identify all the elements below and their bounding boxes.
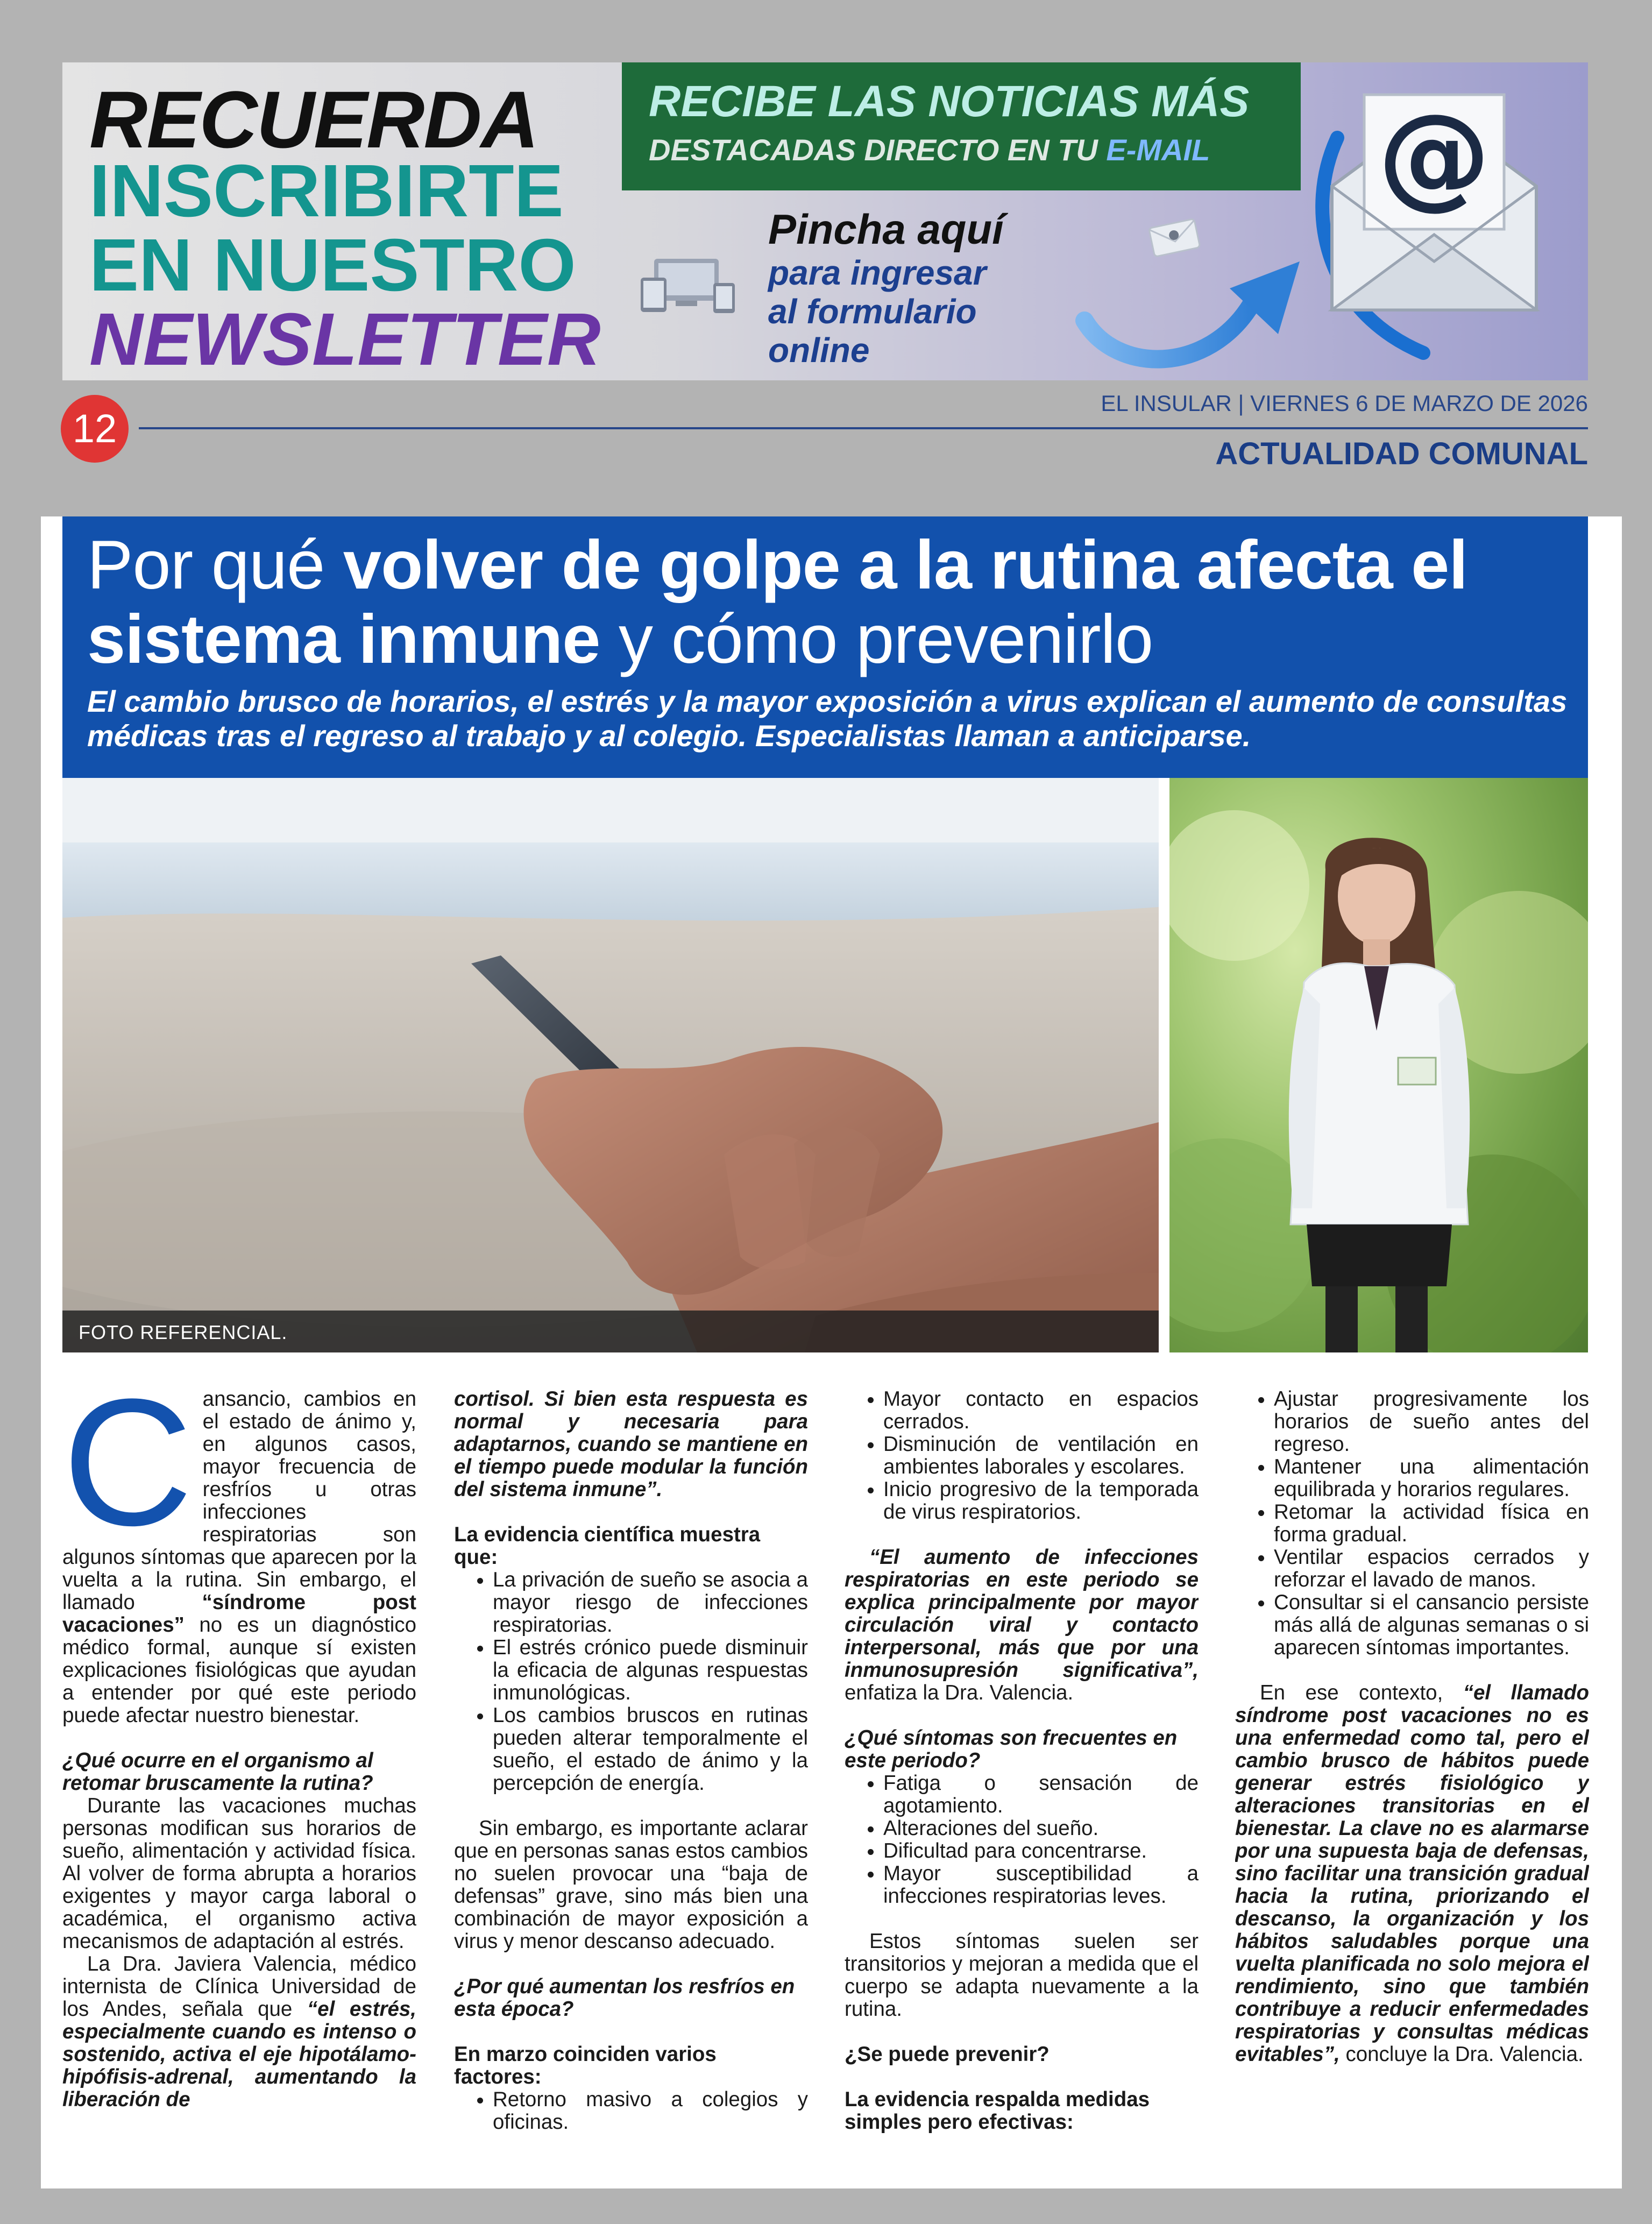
headline-part-1: Por qué xyxy=(87,527,343,604)
col1-p1-text-c: no es un diagnóstico médico formal, aunque sí existen explicaciones fisiológicas que ayudan a entender por qué este periodo puede afectar nuestro bienestar. xyxy=(62,1613,416,1727)
list-item: • Mayor susceptibilidad a infecciones respiratorias leves. xyxy=(883,1862,1199,1908)
col2-subheading-1: La evidencia científica muestra que: xyxy=(454,1523,761,1569)
banner-cta-line2: al formulario xyxy=(768,292,977,331)
col2-factors-list xyxy=(454,2088,808,2134)
col3-paragraph-1: Estos síntomas suelen ser transitorios y mejoran a medida que el cuerpo se adapta nuevamente a la rutina. xyxy=(845,1930,1199,2021)
col3-quote-paragraph xyxy=(845,1546,1199,1704)
issue-date-line: EL INSULAR | VIERNES 6 DE MARZO DE 2026 xyxy=(1101,391,1588,416)
headline-part-3: y cómo prevenirlo xyxy=(600,601,1153,678)
article-column-4 xyxy=(1235,1388,1589,2152)
article-column-2 xyxy=(454,1388,808,2152)
devices-icon xyxy=(638,256,740,315)
col3-subheading-1: ¿Qué síntomas son frecuentes en este periodo? xyxy=(845,1726,1178,1772)
article-column-1 xyxy=(62,1388,416,2152)
col2-subheading-3: En marzo coinciden varios factores: xyxy=(454,2043,717,2088)
banner-line-en-nuestro: EN NUESTRO xyxy=(89,224,576,307)
banner-green-line2-text: DESTACADAS DIRECTO EN TU xyxy=(649,133,1107,167)
col3-quote: “El aumento de infecciones respiratorias en este periodo se explica principalmente por mayor circulación viral y contacto interpersonal, más que por una inmunosupresión significativa”, xyxy=(845,1546,1199,1682)
list-item: • Inicio progresivo de la temporada de virus respiratorios. xyxy=(883,1478,1199,1524)
article-column-3 xyxy=(845,1388,1199,2152)
col4-p1-text: En ese contexto, xyxy=(1260,1681,1463,1704)
col1-p3-quote: “el estrés, especialmente cuando es intenso o sostenido, activa el eje hipotálamo-hipófisis-adrenal, aumentando la liberación de xyxy=(62,1998,416,2111)
list-item: • Mayor contacto en espacios cerrados. xyxy=(883,1388,1199,1433)
doctor-portrait-photo xyxy=(1169,778,1588,1352)
list-item: • Retorno masivo a colegios y oficinas. xyxy=(493,2088,808,2134)
banner-line-newsletter: NEWSLETTER xyxy=(89,298,601,380)
col3-quote-attribution: enfatiza la Dra. Valencia. xyxy=(845,1681,1074,1704)
banner-line-inscribirte: INSCRIBIRTE xyxy=(89,150,564,232)
col2-evidence-list xyxy=(454,1569,808,1795)
col3-symptoms-list xyxy=(845,1772,1199,1908)
col3-factors-list xyxy=(845,1388,1199,1524)
newsletter-banner[interactable] xyxy=(62,62,1588,380)
col2-quote-continuation: cortisol. Si bien esta respuesta es normal y necesaria para adaptarnos, cuando se mantiene en el tiempo puede modular la función del sistema inmune”. xyxy=(454,1388,808,1501)
col1-p3-text: La Dra. Javiera Valencia, médico internista de Clínica Universidad de los Andes, señala que xyxy=(62,1952,416,2021)
banner-line-recuerda: RECUERDA xyxy=(89,74,538,165)
banner-cta-line3: online xyxy=(768,331,870,370)
banner-green-box xyxy=(622,62,1301,190)
col2-paragraph-2: Sin embargo, es importante aclarar que en personas sanas estos cambios no suelen provocar una “baja de defensas” grave, sino más bien una combinación de mayor exposición a virus y menor descanso adecuado. xyxy=(454,1817,808,1953)
article-subtitle: El cambio brusco de horarios, el estrés y la mayor exposición a virus explican el aumento de consultas médicas tras el regreso al trabajo y al colegio. Especialistas llaman a anticiparse. xyxy=(87,684,1568,753)
page-number-badge: 12 xyxy=(61,395,129,463)
banner-cta-text[interactable] xyxy=(768,253,987,370)
article-headline xyxy=(87,528,1583,677)
col4-measures-list xyxy=(1235,1388,1589,1659)
col4-closing-quote: “el llamado síndrome post vacaciones no es una enfermedad como tal, pero el cambio brusco de hábitos puede generar estrés fisiológico y alteraciones transitorias en el bienestar. La clave no es alarmarse por una supuesta baja de defensas, sino facilitar una transición gradual hacia la rutina, priorizando el descanso, la organización y los hábitos saludables porque una vuelta planificada no solo mejora el rendimiento, sino que también contribuye a reducir enfermedades respiratorias y consultas médicas evitables”, xyxy=(1235,1681,1589,2066)
list-item: • Consultar si el cansancio persiste más allá de algunas semanas o si aparecen síntomas importantes. xyxy=(1274,1591,1589,1659)
col2-subheading-2: ¿Por qué aumentan los resfríos en esta época? xyxy=(454,1975,795,2021)
banner-cta-title[interactable]: Pincha aquí xyxy=(768,206,1004,253)
curved-arrow-icon xyxy=(1074,240,1310,380)
col1-p1-text-a: ansancio, cambios en el estado de ánimo y, en algunos casos, mayor frecuencia de resfríos u otras infecciones respiratorias son algunos síntomas que aparecen por la vuelta a la rutina. Sin embargo, el llamado xyxy=(62,1388,416,1614)
header-divider xyxy=(139,427,1588,429)
banner-green-line1: RECIBE LAS NOTICIAS MÁS xyxy=(649,77,1250,126)
list-item: • Ajustar progresivamente los horarios de sueño antes del regreso. xyxy=(1274,1388,1589,1456)
banner-green-line2 xyxy=(649,132,1210,167)
list-item: • Los cambios bruscos en rutinas pueden alterar temporalmente el sueño, el estado de ánimo y la percepción de energía. xyxy=(493,1704,808,1795)
list-item: • Alteraciones del sueño. xyxy=(883,1817,1199,1840)
list-item: • La privación de sueño se asocia a mayor riesgo de infecciones respiratorias. xyxy=(493,1569,808,1637)
list-item: • Fatiga o sensación de agotamiento. xyxy=(883,1772,1199,1817)
list-item: • El estrés crónico puede disminuir la eficacia de algunas respuestas inmunológicas. xyxy=(493,1637,808,1704)
list-item: • Retomar la actividad física en forma gradual. xyxy=(1274,1501,1589,1546)
banner-cta-line1: para ingresar xyxy=(768,253,987,292)
svg-text:@: @ xyxy=(1378,89,1491,221)
list-item: • Ventilar espacios cerrados y reforzar el lavado de manos. xyxy=(1274,1546,1589,1591)
col4-quote-attribution: concluye la Dra. Valencia. xyxy=(1339,2043,1584,2066)
list-item: • Dificultad para concentrarse. xyxy=(883,1840,1199,1862)
list-item: • Disminución de ventilación en ambientes laborales y escolares. xyxy=(883,1433,1199,1478)
section-name: ACTUALIDAD COMUNAL xyxy=(1215,436,1588,471)
col1-subheading-1: ¿Qué ocurre en el organismo al retomar bruscamente la rutina? xyxy=(62,1749,373,1795)
banner-email-word: E-MAIL xyxy=(1106,133,1210,167)
article-title-box xyxy=(62,516,1588,778)
col3-subheading-3: La evidencia respalda medidas simples pero efectivas: xyxy=(845,2088,1150,2134)
col4-closing-paragraph xyxy=(1235,1682,1589,2066)
drop-cap: C xyxy=(62,1388,193,1563)
col3-subheading-2: ¿Se puede prevenir? xyxy=(845,2043,1050,2066)
doctor-illustration xyxy=(1169,778,1588,1352)
col1-paragraph-3 xyxy=(62,1953,416,2111)
col1-p1-term: “síndrome post vacaciones” xyxy=(62,1591,416,1637)
photo-caption: FOTO REFERENCIAL. xyxy=(79,1321,288,1343)
envelope-at-icon xyxy=(1300,73,1569,374)
col1-paragraph-2: Durante las vacaciones muchas personas modifican sus horarios de sueño, alimentación y actividad física. Al volver de forma abrupta a horarios exigentes y mayor carga laboral o académica, el organismo activa mecanismos de adaptación al estrés. xyxy=(62,1794,416,1953)
beach-phone-illustration xyxy=(62,778,1159,1352)
headline-part-2: volver de golpe a la rutina afecta el sistema inmune xyxy=(87,527,1467,678)
list-item: • Mantener una alimentación equilibrada y horarios regulares. xyxy=(1274,1456,1589,1501)
beach-phone-photo xyxy=(62,778,1159,1352)
